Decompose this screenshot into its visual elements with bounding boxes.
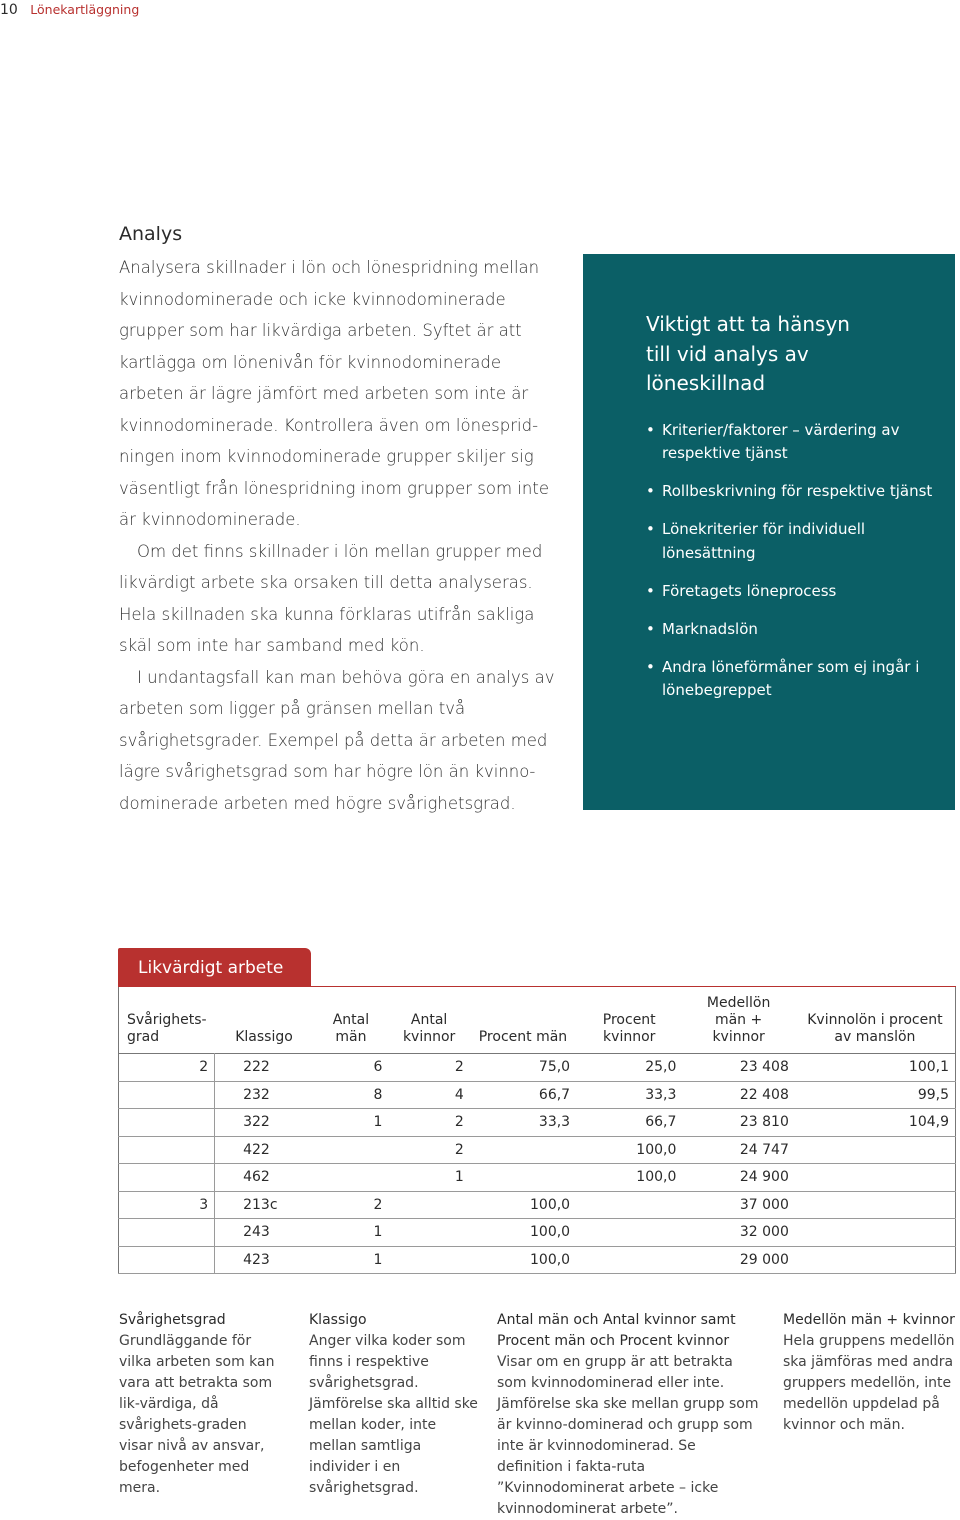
cell-antal-kvinnor: 2 [388, 1109, 469, 1137]
cell-procent-man: 100,0 [470, 1219, 576, 1247]
cell-antal-man: 8 [313, 1081, 388, 1109]
list-item: • Marknadslön [646, 618, 935, 642]
col-header-medellon: Medellön män + kvinnor [706, 995, 771, 1045]
cell-procent-kvinnor [576, 1191, 682, 1219]
definition-term: Klassigo [309, 1312, 367, 1328]
cell-kvinnolon [795, 1136, 956, 1164]
cell-antal-man: 2 [313, 1191, 388, 1219]
cell-antal-kvinnor: 2 [388, 1136, 469, 1164]
cell-procent-kvinnor: 100,0 [576, 1136, 682, 1164]
cell-kvinnolon [795, 1191, 956, 1219]
col-header-grad: Svårighets-grad [127, 1012, 207, 1045]
cell-medellon: 37 000 [682, 1191, 794, 1219]
bullet-icon: • [646, 482, 655, 500]
cell-antal-kvinnor: 4 [388, 1081, 469, 1109]
cell-kvinnolon [795, 1219, 956, 1247]
cell-procent-man: 75,0 [470, 1054, 576, 1082]
cell-procent-man: 100,0 [470, 1246, 576, 1274]
cell-klassigo: 213c [215, 1191, 314, 1219]
col-header-klassigo: Klassigo [235, 1029, 293, 1045]
cell-procent-kvinnor [576, 1246, 682, 1274]
cell-procent-kvinnor: 33,3 [576, 1081, 682, 1109]
col-header-procent-kvinnor: Procent kvinnor [602, 1012, 656, 1045]
list-item: • Kriterier/faktorer – värdering av respektive tjänst [646, 420, 900, 462]
cell-procent-man: 66,7 [470, 1081, 576, 1109]
fact-box-list [646, 419, 935, 703]
table-row [119, 1136, 956, 1164]
cell-medellon: 24 747 [682, 1136, 794, 1164]
cell-procent-man [470, 1164, 576, 1192]
page-number: 10 [0, 2, 18, 18]
list-item: • Lönekriterier för individuell lönesättning [646, 520, 866, 562]
cell-antal-man: 1 [313, 1246, 388, 1274]
bullet-icon: • [646, 581, 655, 600]
cell-antal-man [313, 1164, 388, 1192]
cell-kvinnolon [795, 1246, 956, 1274]
table-row [119, 1246, 956, 1274]
definition-text: Anger vilka koder som finns i respektive svårighetsgrad. Jämförelse ska alltid ske mellan koder, inte mellan samtliga individer i en svårighetsgrad. [309, 1333, 478, 1496]
cell-kvinnolon: 100,1 [795, 1054, 956, 1082]
col-header-procent-man: Procent män [478, 1029, 568, 1045]
analys-paragraph-2: Om det finns skillnader i lön mellan grupper med likvärdigt arbete ska orsaken till detta analyseras. Hela skillnaden ska kunna förklaras utifrån sakliga skäl som inte har samband med kön. [119, 541, 543, 655]
cell-klassigo: 243 [215, 1219, 314, 1247]
definition-medellon [783, 1310, 955, 1436]
bullet-icon: • [646, 520, 655, 538]
table-row [119, 1081, 956, 1109]
bullet-icon: • [646, 420, 655, 439]
cell-medellon: 24 900 [682, 1164, 794, 1192]
cell-procent-man: 100,0 [470, 1191, 576, 1219]
cell-antal-kvinnor: 1 [388, 1164, 469, 1192]
cell-kvinnolon: 104,9 [795, 1109, 956, 1137]
analys-paragraph-1: Analysera skillnader i lön och lönespridning mellan kvinnodominerade och icke kvinnodominerade grupper som har likvärdiga arbeten. Syftet är att kartlägga om lönenivån för kvinnodominerade arbeten är lägre jämfört med arbeten som inte är kvinnodominerade. Kontrollera även om lönespridningen inom kvinnodominerade grupper skiljer sig väsentligt från lönespridning inom grupper som inte är kvinnodominerade. [119, 258, 549, 529]
cell-procent-kvinnor: 100,0 [576, 1164, 682, 1192]
cell-antal-man: 6 [313, 1054, 388, 1082]
cell-antal-kvinnor [388, 1219, 469, 1247]
cell-grad: 2 [119, 1054, 215, 1082]
analys-paragraph-3: I undantagsfall kan man behöva göra en analys av arbeten som ligger på gränsen mellan två svårighetsgrader. Exempel på detta är arbeten med lägre svårighetsgrad som har högre lön än kvinnodominerade arbeten med högre svårighetsgrad. [119, 667, 555, 813]
cell-grad [119, 1246, 215, 1274]
cell-klassigo: 422 [215, 1136, 314, 1164]
table-row [119, 1164, 956, 1192]
cell-antal-man: 1 [313, 1109, 388, 1137]
cell-medellon: 32 000 [682, 1219, 794, 1247]
cell-grad [119, 1164, 215, 1192]
cell-antal-kvinnor [388, 1191, 469, 1219]
cell-procent-man: 33,3 [470, 1109, 576, 1137]
cell-medellon: 23 810 [682, 1109, 794, 1137]
table-row [119, 1109, 956, 1137]
col-header-antal-kvinnor: Antal kvinnor [402, 1012, 456, 1045]
cell-antal-kvinnor [388, 1246, 469, 1274]
cell-procent-kvinnor [576, 1219, 682, 1247]
cell-antal-kvinnor: 2 [388, 1054, 469, 1082]
cell-antal-man: 1 [313, 1219, 388, 1247]
list-item: • Rollbeskrivning för respektive tjänst [646, 480, 935, 504]
cell-kvinnolon: 99,5 [795, 1081, 956, 1109]
cell-klassigo: 322 [215, 1109, 314, 1137]
cell-grad: 3 [119, 1191, 215, 1219]
table-row [119, 1191, 956, 1219]
table-row [119, 1054, 956, 1082]
list-item: • Företagets löneprocess [646, 580, 935, 604]
col-header-antal-man: Antal män [332, 1012, 370, 1045]
cell-klassigo: 222 [215, 1054, 314, 1082]
analys-section [119, 222, 559, 819]
table-row [119, 1219, 956, 1247]
bullet-icon: • [646, 657, 655, 676]
definition-text: Visar om en grupp är att betrakta som kvinnodominerad eller inte. Jämförelse ska ske mellan grupp som är kvinno-dominerad och grupp som inte är kvinnodominerad. Se definition i fakta-ruta ”Kvinnodominerat arbete – icke kvinnodominerat arbete”. [497, 1354, 759, 1517]
definition-text: Grundläggande för vilka arbeten som kan vara att betrakta som lik-värdiga, då svårighets-graden visar nivå av ansvar, befogenheter med mera. [119, 1333, 275, 1496]
likvardigt-arbete-table [118, 987, 956, 1274]
running-title: Lönekartläggning [30, 2, 140, 17]
page-header [0, 2, 139, 18]
cell-medellon: 23 408 [682, 1054, 794, 1082]
cell-antal-man [313, 1136, 388, 1164]
cell-klassigo: 232 [215, 1081, 314, 1109]
cell-kvinnolon [795, 1164, 956, 1192]
cell-medellon: 29 000 [682, 1246, 794, 1274]
definition-term: Antal män och Antal kvinnor samt Procent män och Procent kvinnor [497, 1312, 736, 1349]
cell-procent-kvinnor: 25,0 [576, 1054, 682, 1082]
cell-grad [119, 1109, 215, 1137]
bullet-icon: • [646, 619, 655, 638]
cell-grad [119, 1081, 215, 1109]
definition-klassigo [309, 1310, 479, 1499]
list-item: • Andra löneförmåner som ej ingår i lönebegreppet [646, 657, 920, 699]
table-tab-label: Likvärdigt arbete [118, 948, 311, 987]
fact-box [583, 254, 955, 810]
definition-term: Medellön män + kvinnor [783, 1312, 955, 1328]
analys-heading: Analys [119, 223, 183, 245]
fact-box-title: Viktigt att ta hänsyn till vid analys av löneskillnad [646, 312, 850, 395]
cell-medellon: 22 408 [682, 1081, 794, 1109]
definition-antal-procent [497, 1310, 759, 1520]
cell-grad [119, 1219, 215, 1247]
cell-klassigo: 462 [215, 1164, 314, 1192]
cell-grad [119, 1136, 215, 1164]
col-header-kvinnolon: Kvinnolön i procent av manslön [807, 1012, 943, 1045]
cell-klassigo: 423 [215, 1246, 314, 1274]
definition-term: Svårighetsgrad [119, 1312, 226, 1328]
cell-procent-man [470, 1136, 576, 1164]
cell-procent-kvinnor: 66,7 [576, 1109, 682, 1137]
table-header-row [119, 987, 956, 1054]
definition-svarighetsgrad [119, 1310, 284, 1499]
definition-text: Hela gruppens medellön ska jämföras med andra gruppers medellön, inte medellön uppdelad på kvinnor och män. [783, 1333, 955, 1433]
